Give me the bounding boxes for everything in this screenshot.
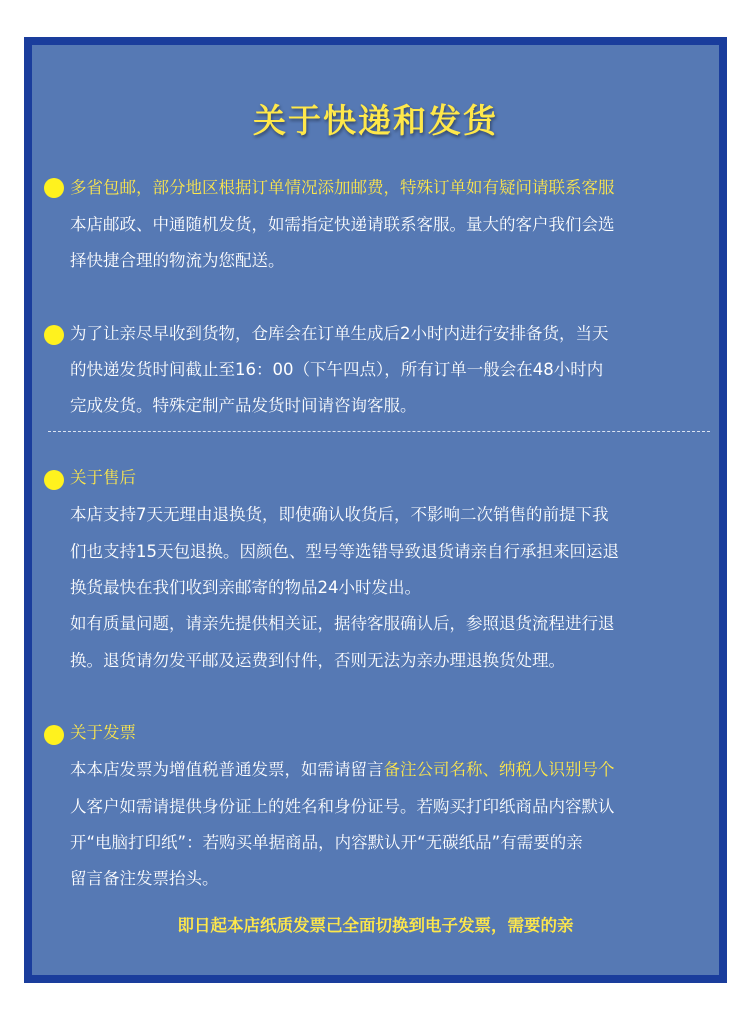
invoice-highlight: 备注公司名称、纳税人识别号个 <box>383 760 615 779</box>
dispatch-line: 完成发货。特殊定制产品发货时间请咨询客服。 <box>70 396 417 415</box>
dashed-separator <box>48 431 710 432</box>
after-sales-line: 如有质量问题，请亲先提供相关证，据待客服确认后，参照退货流程进行退 <box>70 614 615 633</box>
footer-notice: 即日起本店纸质发票己全面切换到电子发票，需要的亲 <box>177 916 574 935</box>
bullet-icon <box>44 325 64 345</box>
page-title: 关于快递和发货 <box>253 101 498 140</box>
info-panel <box>24 37 727 983</box>
after-sales-line: 们也支持15天包退换。因颜色、型号等选错导致退货请亲自行承担来回运退 <box>70 542 619 561</box>
invoice-line: 人客户如需请提供身份证上的姓名和身份证号。若购买打印纸商品内容默认 <box>70 797 615 816</box>
invoice-line-text: 本本店发票为增值税普通发票，如需请留言 <box>70 760 384 779</box>
after-sales-heading: 关于售后 <box>70 468 136 487</box>
bullet-icon <box>44 470 64 490</box>
invoice-line: 留言备注发票抬头。 <box>70 869 219 888</box>
bullet-icon <box>44 725 64 745</box>
after-sales-line: 本店支持7天无理由退换货，即使确认收货后，不影响二次销售的前提下我 <box>70 505 609 524</box>
shipping-line: 本店邮政、中通随机发货，如需指定快递请联系客服。量大的客户我们会选 <box>70 215 615 234</box>
invoice-heading: 关于发票 <box>70 723 136 742</box>
dispatch-line: 为了让亲尽早收到货物，仓库会在订单生成后2小时内进行安排备货，当天 <box>70 324 609 343</box>
after-sales-line: 换货最快在我们收到亲邮寄的物品24小时发出。 <box>70 578 421 597</box>
dispatch-line: 的快递发货时间截止至16：00（下午四点），所有订单一般会在48小时内 <box>70 360 604 379</box>
shipping-line: 多省包邮，部分地区根据订单情况添加邮费，特殊订单如有疑问请联系客服 <box>70 178 615 197</box>
invoice-line <box>70 760 615 780</box>
after-sales-line: 换。退货请勿发平邮及运费到付件，否则无法为亲办理退换货处理。 <box>70 651 565 670</box>
bullet-icon <box>44 178 64 198</box>
invoice-line: 开“电脑打印纸”：若购买单据商品，内容默认开“无碳纸品”有需要的亲 <box>70 833 583 852</box>
shipping-line: 择快捷合理的物流为您配送。 <box>70 251 285 270</box>
